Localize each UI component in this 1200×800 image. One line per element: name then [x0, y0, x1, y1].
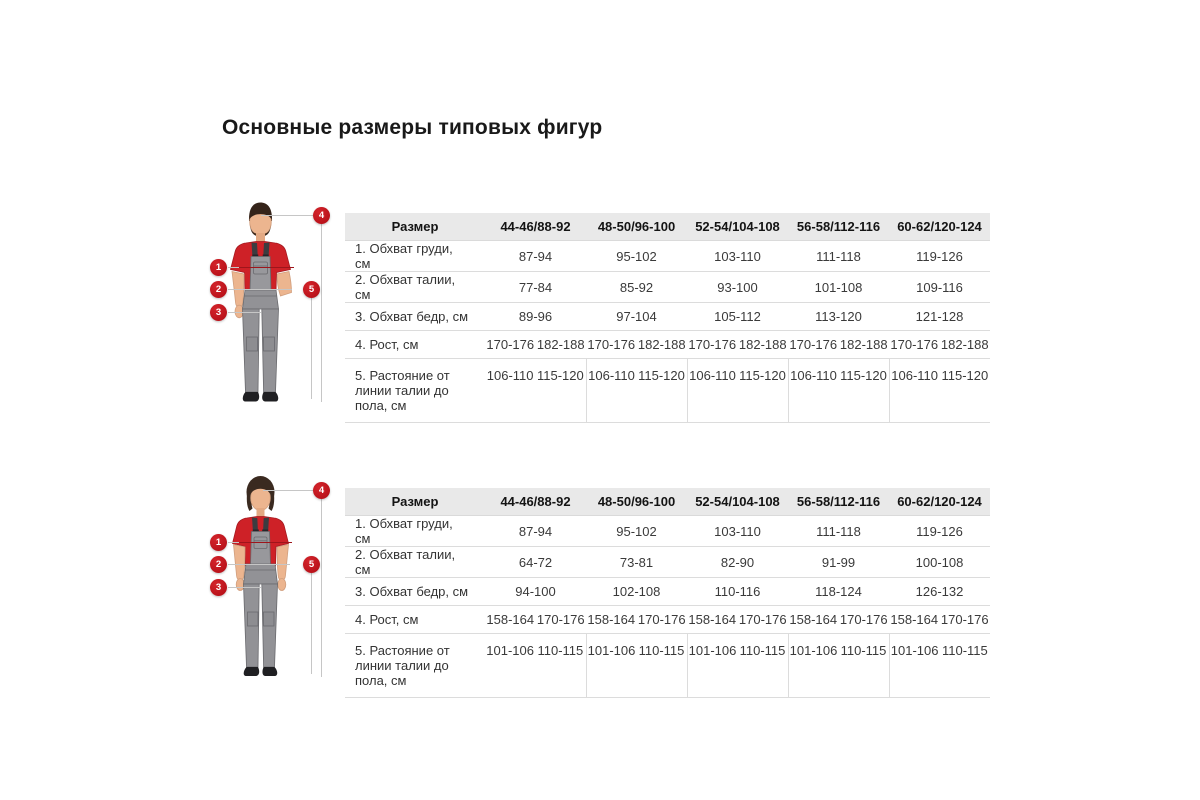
value: 182-188	[738, 337, 787, 352]
value-cell: 95-102	[586, 241, 687, 272]
row-label: 4. Рост, см	[345, 331, 485, 359]
value-cell: 94-100	[485, 578, 586, 606]
value: 170-176	[688, 337, 737, 352]
value-cell	[485, 359, 586, 423]
value: 110-115	[941, 643, 988, 658]
size-table-male-container	[345, 213, 990, 423]
value: 110-115	[537, 643, 584, 658]
value-cell: 111-118	[788, 516, 889, 547]
value: 170-176	[637, 612, 686, 627]
value-cell: 109-116	[889, 272, 990, 303]
value-cell	[788, 606, 889, 634]
value-cell: 121-128	[889, 303, 990, 331]
value-cell: 89-96	[485, 303, 586, 331]
value-cell	[788, 634, 889, 698]
value: 115-120	[638, 368, 685, 383]
header-cell-size-range: 60-62/120-124	[889, 213, 990, 241]
value: 182-188	[536, 337, 585, 352]
value: 170-176	[839, 612, 888, 627]
value: 158-164	[890, 612, 939, 627]
worker-drawing-male	[205, 195, 340, 410]
row-label: 3. Обхват бедр, см	[345, 303, 485, 331]
row-label: 4. Рост, см	[345, 606, 485, 634]
value-cell: 95-102	[586, 516, 687, 547]
value: 106-110	[486, 368, 534, 383]
value-cell	[687, 606, 788, 634]
value: 158-164	[486, 612, 535, 627]
header-cell-size-range: 44-46/88-92	[485, 213, 586, 241]
value: 158-164	[587, 612, 636, 627]
header-cell-size-range: 56-58/112-116	[788, 213, 889, 241]
value: 170-176	[940, 612, 989, 627]
value: 115-120	[840, 368, 887, 383]
header-cell-size-range: 44-46/88-92	[485, 488, 586, 516]
value-cell	[687, 634, 788, 698]
value-cell: 82-90	[687, 547, 788, 578]
measure-marker-5: 5	[303, 281, 320, 298]
value: 101-106	[789, 643, 838, 658]
value-cell: 118-124	[788, 578, 889, 606]
value-cell	[586, 359, 687, 423]
value: 182-188	[839, 337, 888, 352]
measure-marker-3: 3	[210, 579, 227, 596]
header-row	[345, 488, 990, 516]
male-body	[231, 203, 292, 402]
table-row	[345, 516, 990, 547]
table-row	[345, 331, 990, 359]
value: 170-176	[789, 337, 838, 352]
value-cell: 101-108	[788, 272, 889, 303]
size-table-male	[345, 213, 990, 423]
value-cell	[586, 331, 687, 359]
value-cell	[889, 331, 990, 359]
size-table-female	[345, 488, 990, 698]
female-figure-illustration	[205, 470, 340, 685]
value: 101-106	[688, 643, 737, 658]
value-cell	[586, 606, 687, 634]
value-cell: 119-126	[889, 241, 990, 272]
value: 101-106	[486, 643, 534, 658]
value-cell	[485, 606, 586, 634]
value: 115-120	[537, 368, 584, 383]
measure-marker-1: 1	[210, 534, 227, 551]
value: 101-106	[890, 643, 939, 658]
worker-drawing-female	[205, 470, 340, 685]
value-cell	[788, 331, 889, 359]
value: 170-176	[536, 612, 585, 627]
value-cell	[889, 359, 990, 423]
value-cell: 93-100	[687, 272, 788, 303]
size-table-female-container	[345, 488, 990, 698]
value-cell: 100-108	[889, 547, 990, 578]
header-cell-size-range: 52-54/104-108	[687, 213, 788, 241]
value-cell: 91-99	[788, 547, 889, 578]
value-cell	[889, 634, 990, 698]
measure-marker-5: 5	[303, 556, 320, 573]
row-label: 3. Обхват бедр, см	[345, 578, 485, 606]
page-title: Основные размеры типовых фигур	[222, 116, 603, 139]
row-label: 2. Обхват талии, см	[345, 547, 485, 578]
header-row	[345, 213, 990, 241]
header-cell-size-range: 60-62/120-124	[889, 488, 990, 516]
value-cell	[485, 331, 586, 359]
value-cell: 77-84	[485, 272, 586, 303]
row-label: 1. Обхват груди, см	[345, 516, 485, 547]
value-cell	[687, 359, 788, 423]
value: 170-176	[486, 337, 535, 352]
row-label: 5. Растояние от линии талии до пола, см	[345, 359, 485, 423]
header-cell-size-label: Размер	[345, 488, 485, 516]
value: 110-115	[739, 643, 786, 658]
value: 110-115	[638, 643, 685, 658]
value: 106-110	[790, 368, 837, 383]
value-cell: 64-72	[485, 547, 586, 578]
row-label: 1. Обхват груди, см	[345, 241, 485, 272]
female-body	[233, 476, 289, 676]
measure-marker-1: 1	[210, 259, 227, 276]
value: 182-188	[637, 337, 686, 352]
table-row	[345, 241, 990, 272]
table-row	[345, 578, 990, 606]
header-cell-size-label: Размер	[345, 213, 485, 241]
measure-marker-2: 2	[210, 556, 227, 573]
value: 170-176	[738, 612, 787, 627]
value-cell	[788, 359, 889, 423]
table-row	[345, 547, 990, 578]
value: 170-176	[587, 337, 636, 352]
value-cell: 97-104	[586, 303, 687, 331]
male-figure-illustration	[205, 195, 340, 410]
value-cell: 102-108	[586, 578, 687, 606]
value-cell: 87-94	[485, 516, 586, 547]
value-cell: 73-81	[586, 547, 687, 578]
value-cell: 111-118	[788, 241, 889, 272]
row-label: 2. Обхват талии, см	[345, 272, 485, 303]
value: 106-110	[588, 368, 635, 383]
table-row	[345, 634, 990, 698]
value-cell: 103-110	[687, 516, 788, 547]
value-cell: 105-112	[687, 303, 788, 331]
header-cell-size-range: 48-50/96-100	[586, 213, 687, 241]
measure-marker-4: 4	[313, 207, 330, 224]
value: 158-164	[688, 612, 737, 627]
value-cell: 119-126	[889, 516, 990, 547]
value: 115-120	[941, 368, 989, 383]
header-cell-size-range: 52-54/104-108	[687, 488, 788, 516]
value-cell	[687, 331, 788, 359]
table-row	[345, 606, 990, 634]
value: 115-120	[739, 368, 786, 383]
value: 106-110	[689, 368, 736, 383]
measure-marker-3: 3	[210, 304, 227, 321]
value-cell: 85-92	[586, 272, 687, 303]
header-cell-size-range: 48-50/96-100	[586, 488, 687, 516]
value-cell	[586, 634, 687, 698]
value-cell	[485, 634, 586, 698]
value-cell: 103-110	[687, 241, 788, 272]
value-cell	[889, 606, 990, 634]
value: 101-106	[587, 643, 636, 658]
value-cell: 87-94	[485, 241, 586, 272]
table-row	[345, 359, 990, 423]
table-row	[345, 272, 990, 303]
value-cell: 113-120	[788, 303, 889, 331]
value: 170-176	[890, 337, 939, 352]
value: 158-164	[789, 612, 838, 627]
row-label: 5. Растояние от линии талии до пола, см	[345, 634, 485, 698]
measure-marker-2: 2	[210, 281, 227, 298]
table-row	[345, 303, 990, 331]
value-cell: 110-116	[687, 578, 788, 606]
value-cell: 126-132	[889, 578, 990, 606]
value: 106-110	[891, 368, 938, 383]
value: 182-188	[940, 337, 989, 352]
measure-marker-4: 4	[313, 482, 330, 499]
value: 110-115	[840, 643, 887, 658]
header-cell-size-range: 56-58/112-116	[788, 488, 889, 516]
